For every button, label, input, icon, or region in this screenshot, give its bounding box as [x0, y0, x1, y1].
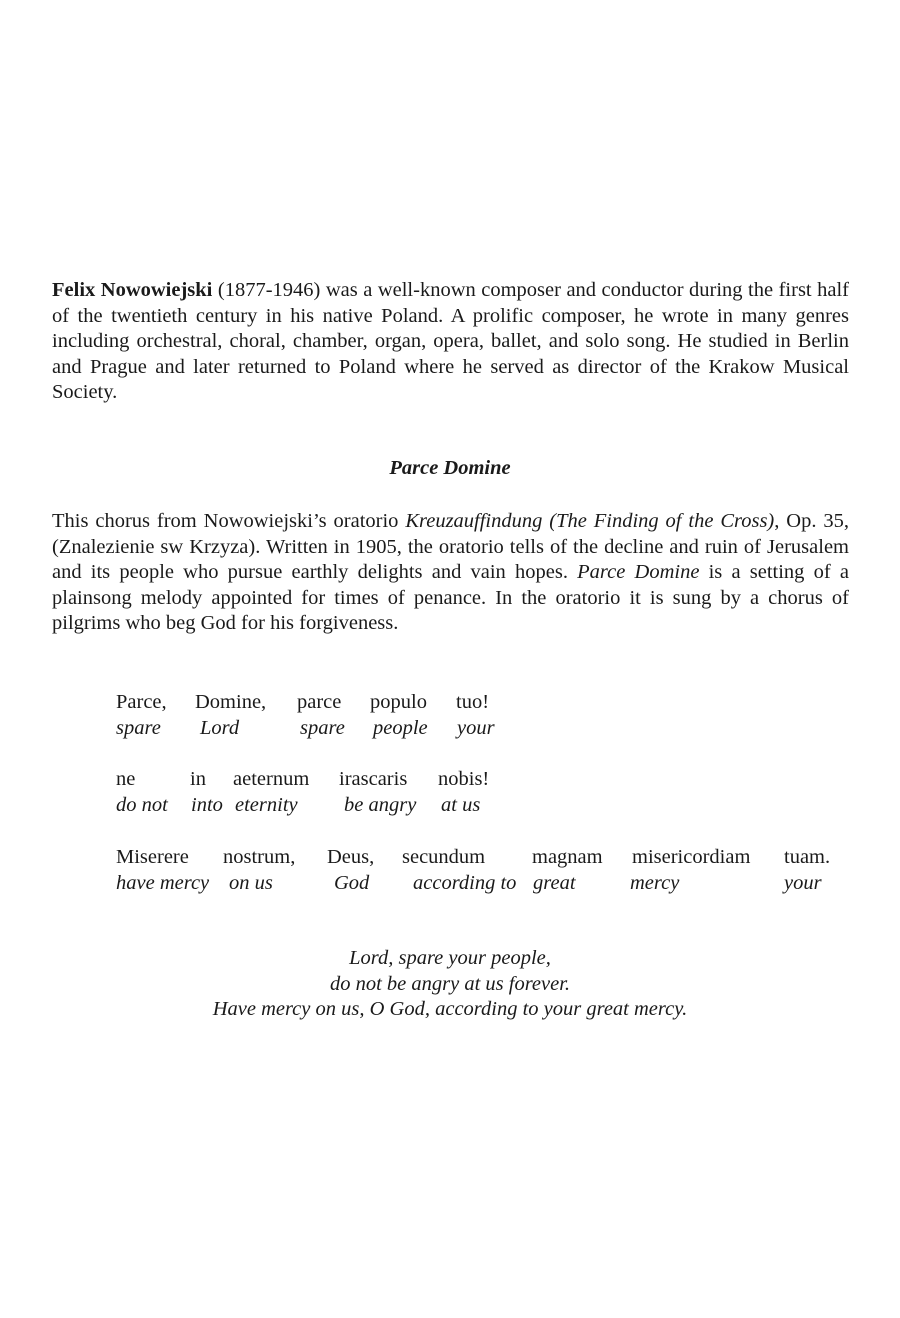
latin-word: parce [297, 691, 342, 713]
latin-word: aeternum [233, 768, 310, 790]
translation-line: Lord, spare your people, [349, 947, 551, 969]
latin-word: magnam [532, 846, 603, 868]
english-gloss: mercy [630, 872, 680, 894]
english-gloss: spare [300, 717, 345, 739]
english-gloss: people [373, 717, 428, 739]
english-gloss: great [533, 872, 576, 894]
latin-word: irascaris [339, 768, 408, 790]
latin-word: tuam. [784, 846, 831, 868]
description-part-3: is a setting of a plainsong melody appointed for times of penance. In the oratorio it is sung by a chorus of pilgrims who beg God for his forgiveness. [52, 561, 849, 634]
latin-word: Domine, [195, 691, 267, 713]
latin-word: nostrum, [223, 846, 296, 868]
english-gloss: spare [116, 717, 161, 739]
english-gloss: your [784, 872, 822, 894]
latin-word: Deus, [327, 846, 375, 868]
stanza-3 [0, 845, 900, 897]
translation-line: do not be angry at us forever. [329, 972, 571, 995]
composer-bio [52, 278, 849, 406]
latin-word: secundum [402, 846, 486, 868]
english-gloss: have mercy [116, 872, 210, 894]
english-gloss: eternity [235, 794, 298, 816]
description-part-2: , Op. 35, (Znalezienie sw Krzyza). Written in 1905, the oratorio tells of the decline and ruin of Jerusalem and its people who pursue earthly delights and vain hopes. [52, 510, 849, 583]
english-gloss: do not [116, 794, 168, 816]
latin-word: Miserere [116, 846, 189, 868]
section-title: Parce Domine [389, 457, 511, 479]
english-gloss: your [457, 717, 495, 739]
translation-line: Have mercy on us, O God, according to your great mercy. [212, 998, 688, 1020]
composer-name: Felix Nowowiejski [52, 279, 213, 301]
oratorio-title: Kreuzauffindung (The Finding of the Cross) [405, 510, 775, 532]
latin-word: ne [116, 768, 136, 790]
english-gloss: God [334, 872, 370, 894]
english-gloss: at us [441, 794, 481, 816]
stanza-2 [0, 767, 900, 819]
latin-word: populo [370, 691, 427, 713]
stanza-1 [0, 690, 900, 742]
latin-word: Parce, [116, 691, 167, 713]
english-gloss: Lord [200, 717, 240, 739]
poetic-translation [0, 946, 900, 1023]
latin-word: tuo! [456, 691, 490, 713]
piece-title: Parce Domine [577, 561, 700, 583]
latin-word: in [190, 768, 206, 790]
latin-word: nobis! [438, 768, 490, 790]
english-gloss: on us [229, 872, 273, 894]
work-description [52, 509, 849, 637]
english-gloss: be angry [344, 794, 417, 816]
english-gloss: into [191, 794, 223, 816]
description-part-1: This chorus from Nowowiejski’s oratorio [52, 510, 406, 532]
latin-word: misericordiam [632, 846, 751, 868]
english-gloss: according to [413, 872, 517, 894]
composer-bio-text: (1877-1946) was a well-known composer and conductor during the first half of the twentieth century in his native Poland. A prolific composer, he wrote in many genres including orchestral, choral, chamber, organ, opera, ballet, and solo song. He studied in Berlin and Prague and later returned to Poland where he served as director of the Krakow Musical Society. [52, 279, 849, 403]
